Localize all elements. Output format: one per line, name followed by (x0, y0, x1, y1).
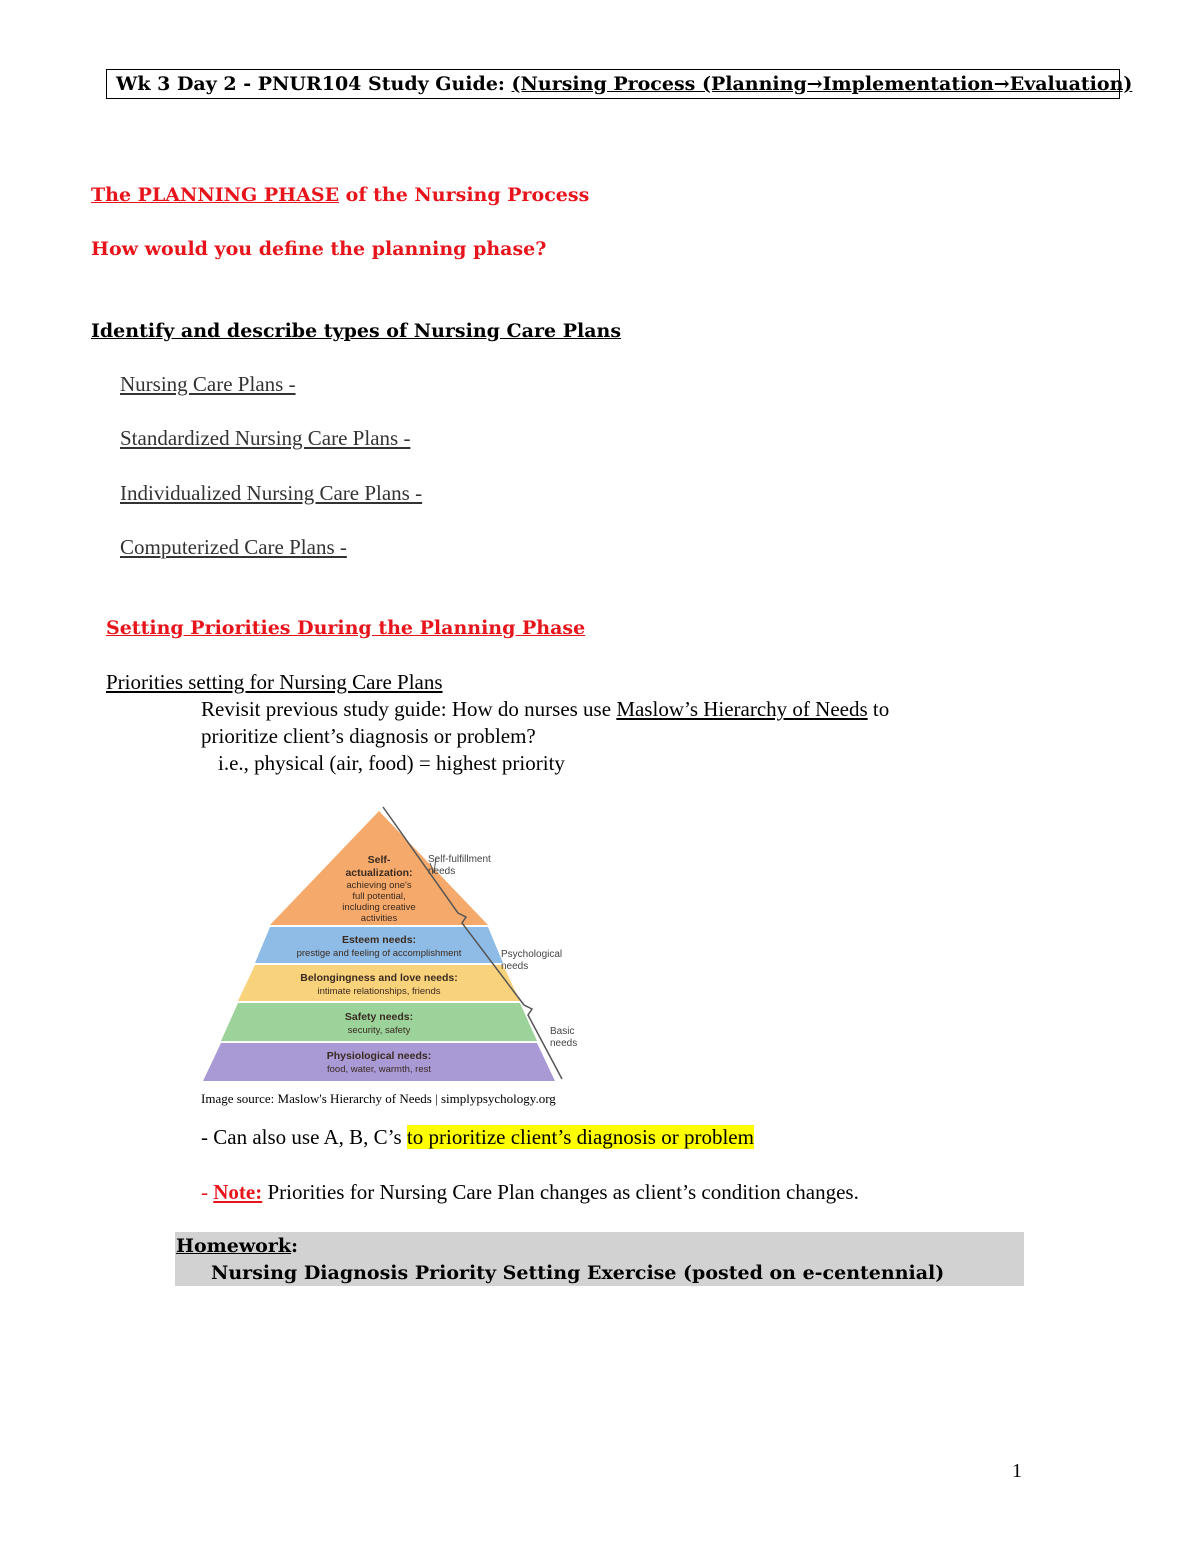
pyramid-level-physiological (203, 1043, 555, 1081)
priorities-line1-post: to (867, 697, 890, 721)
level-desc: prestige and feeling of accomplishment (296, 948, 462, 959)
level-title: actualization: (345, 867, 413, 879)
side-label: Self-fulfillment (428, 854, 491, 865)
note-label: Note: (213, 1180, 263, 1204)
level-title: Self- (367, 854, 391, 866)
homework-colon: : (291, 1235, 299, 1257)
priorities-line3: i.e., physical (air, food) = highest priority (218, 751, 565, 775)
maslow-link-text: Maslow’s Hierarchy of Needs (616, 697, 868, 721)
planning-heading (91, 184, 589, 206)
note-line (201, 1180, 859, 1205)
note-dash: - (201, 1180, 214, 1204)
priorities-subheading: Priorities setting for Nursing Care Plans (106, 670, 443, 694)
abc-highlight: to prioritize client’s diagnosis or problem (406, 1125, 754, 1149)
side-label: Psychological (501, 949, 563, 960)
maslow-pyramid-image (198, 805, 598, 1085)
planning-heading-rest: of the Nursing Process (339, 184, 590, 206)
planning-question: How would you define the planning phase? (91, 238, 547, 260)
side-label: Basic (550, 1026, 575, 1037)
level-desc: achieving one's (346, 880, 412, 891)
abc-pre: - Can also use A, B, C’s (201, 1125, 407, 1149)
page-number: 1 (1012, 1460, 1022, 1482)
level-desc: including creative (342, 902, 416, 913)
title-underlined: (Nursing Process (Planning→Implementation→Evaluation) (511, 73, 1133, 95)
priorities-line1-pre: Revisit previous study guide: How do nurses use (201, 697, 617, 721)
page-title (116, 73, 1132, 95)
level-desc: intimate relationships, friends (317, 986, 441, 997)
care-plans-heading: Identify and describe types of Nursing Care Plans (91, 320, 622, 342)
homework-label-text: Homework (176, 1235, 292, 1257)
care-plan-item: Nursing Care Plans - (120, 372, 296, 396)
care-plan-item: Individualized Nursing Care Plans - (120, 481, 423, 505)
level-desc: activities (360, 913, 398, 924)
side-label: needs (428, 866, 456, 877)
level-desc: security, safety (347, 1025, 411, 1036)
abc-line (201, 1125, 754, 1150)
side-label: needs (501, 961, 529, 972)
priorities-line2: prioritize client’s diagnosis or problem? (201, 724, 536, 748)
level-title: Belongingness and love needs: (300, 972, 458, 984)
care-plan-item: Standardized Nursing Care Plans - (120, 426, 411, 450)
priorities-line1 (201, 697, 889, 722)
image-source-caption: Image source: Maslow's Hierarchy of Needs | simplypsychology.org (201, 1091, 556, 1106)
level-title: Esteem needs: (341, 934, 417, 946)
level-desc: food, water, warmth, rest (326, 1064, 432, 1075)
side-label: needs (550, 1038, 578, 1049)
homework-label (176, 1235, 298, 1257)
level-title: Safety needs: (344, 1011, 414, 1023)
level-desc: full potential, (352, 891, 406, 902)
planning-heading-underlined: The PLANNING PHASE (91, 184, 340, 206)
title-prefix: Wk 3 Day 2 - PNUR104 Study Guide: (116, 73, 512, 95)
homework-text: Nursing Diagnosis Priority Setting Exercise (posted on e-centennial) (211, 1262, 945, 1284)
note-text: Priorities for Nursing Care Plan changes as client’s condition changes. (262, 1180, 859, 1204)
priorities-heading: Setting Priorities During the Planning Phase (106, 617, 586, 639)
care-plan-item: Computerized Care Plans - (120, 535, 347, 559)
level-title: Physiological needs: (326, 1050, 432, 1062)
